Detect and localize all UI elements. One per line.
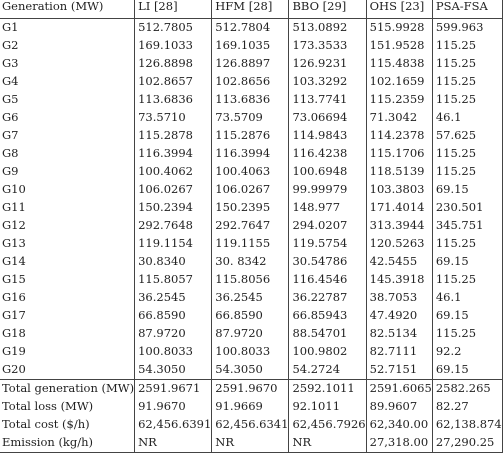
value-cell: 69.15 [432, 253, 502, 271]
table-row [0, 199, 502, 217]
row-label-cell: G4 [0, 73, 135, 91]
value-cell: 73.5710 [135, 109, 212, 127]
value-cell: 115.1706 [366, 145, 432, 163]
value-cell: 115.4838 [366, 55, 432, 73]
value-cell: 69.15 [432, 181, 502, 199]
table-row [0, 73, 502, 91]
value-cell: 169.1033 [135, 37, 212, 55]
value-cell: 115.25 [432, 235, 502, 253]
row-label-cell: G16 [0, 289, 135, 307]
value-cell: 82.27 [432, 398, 502, 416]
value-cell: 103.3803 [366, 181, 432, 199]
value-cell: 100.8033 [135, 343, 212, 361]
value-cell: 114.2378 [366, 127, 432, 145]
table-row [0, 343, 502, 361]
value-cell: 54.2724 [289, 361, 366, 380]
value-cell: 100.9802 [289, 343, 366, 361]
table-row [0, 361, 502, 380]
value-cell: 116.3994 [135, 145, 212, 163]
value-cell: 82.7111 [366, 343, 432, 361]
value-cell: 119.5754 [289, 235, 366, 253]
value-cell: 102.1659 [366, 73, 432, 91]
value-cell: 92.1011 [289, 398, 366, 416]
row-label-cell: Total loss (MW) [0, 398, 135, 416]
value-cell: NR [289, 434, 366, 453]
value-cell: 46.1 [432, 109, 502, 127]
value-cell: 113.6836 [135, 91, 212, 109]
value-cell: 42.5455 [366, 253, 432, 271]
value-cell: 100.4062 [135, 163, 212, 181]
header-cell: Generation (MW) [0, 0, 135, 19]
value-cell: 126.8898 [135, 55, 212, 73]
value-cell: 292.7647 [212, 217, 289, 235]
value-cell: 115.25 [432, 91, 502, 109]
value-cell: 106.0267 [135, 181, 212, 199]
value-cell: 148.977 [289, 199, 366, 217]
value-cell: 115.25 [432, 37, 502, 55]
value-cell: 106.0267 [212, 181, 289, 199]
value-cell: 150.2395 [212, 199, 289, 217]
value-cell: 515.9928 [366, 19, 432, 38]
row-label-cell: Total cost ($/h) [0, 416, 135, 434]
value-cell: 88.54701 [289, 325, 366, 343]
table-row [0, 37, 502, 55]
header-cell: HFM [28] [212, 0, 289, 19]
value-cell: 512.7804 [212, 19, 289, 38]
value-cell: 151.9528 [366, 37, 432, 55]
value-cell: 91.9670 [135, 398, 212, 416]
value-cell: 2591.6065 [366, 380, 432, 399]
value-cell: 62,456.6341 [212, 416, 289, 434]
value-cell: 113.7741 [289, 91, 366, 109]
value-cell: 599.963 [432, 19, 502, 38]
table-row [0, 217, 502, 235]
value-cell: 57.625 [432, 127, 502, 145]
table-row [0, 91, 502, 109]
value-cell: 38.7053 [366, 289, 432, 307]
row-label-cell: G12 [0, 217, 135, 235]
value-cell: NR [135, 434, 212, 453]
table-row [0, 55, 502, 73]
value-cell: 36.22787 [289, 289, 366, 307]
table-row [0, 235, 502, 253]
value-cell: 30.54786 [289, 253, 366, 271]
row-label-cell: G5 [0, 91, 135, 109]
value-cell: 294.0207 [289, 217, 366, 235]
value-cell: 82.5134 [366, 325, 432, 343]
value-cell: 54.3050 [135, 361, 212, 380]
value-cell: 116.3994 [212, 145, 289, 163]
row-label-cell: Total generation (MW) [0, 380, 135, 399]
row-label-cell: G2 [0, 37, 135, 55]
value-cell: 52.7151 [366, 361, 432, 380]
value-cell: 119.1154 [135, 235, 212, 253]
value-cell: 2592.1011 [289, 380, 366, 399]
row-label-cell: G3 [0, 55, 135, 73]
row-label-cell: G10 [0, 181, 135, 199]
value-cell: 36.2545 [212, 289, 289, 307]
value-cell: 345.751 [432, 217, 502, 235]
header-cell: BBO [29] [289, 0, 366, 19]
table-row [0, 19, 502, 38]
row-label-cell: G17 [0, 307, 135, 325]
value-cell: 513.0892 [289, 19, 366, 38]
value-cell: 103.3292 [289, 73, 366, 91]
value-cell: 115.2878 [135, 127, 212, 145]
value-cell: 120.5263 [366, 235, 432, 253]
header-row [0, 0, 502, 19]
value-cell: 46.1 [432, 289, 502, 307]
value-cell: 54.3050 [212, 361, 289, 380]
value-cell: 169.1035 [212, 37, 289, 55]
value-cell: 118.5139 [366, 163, 432, 181]
value-cell: 73.5709 [212, 109, 289, 127]
value-cell: 116.4546 [289, 271, 366, 289]
value-cell: 100.8033 [212, 343, 289, 361]
value-cell: 87.9720 [135, 325, 212, 343]
value-cell: 69.15 [432, 307, 502, 325]
value-cell: 115.8057 [135, 271, 212, 289]
value-cell: NR [212, 434, 289, 453]
table-row [0, 109, 502, 127]
summary-row [0, 398, 502, 416]
value-cell: 126.9231 [289, 55, 366, 73]
value-cell: 145.3918 [366, 271, 432, 289]
table-row [0, 145, 502, 163]
row-label-cell: G14 [0, 253, 135, 271]
row-label-cell: G1 [0, 19, 135, 38]
summary-row [0, 434, 502, 453]
value-cell: 313.3944 [366, 217, 432, 235]
value-cell: 27,290.25 [432, 434, 502, 453]
summary-row [0, 380, 502, 399]
value-cell: 119.1155 [212, 235, 289, 253]
value-cell: 115.2359 [366, 91, 432, 109]
row-label-cell: G13 [0, 235, 135, 253]
value-cell: 62,340.00 [366, 416, 432, 434]
value-cell: 66.85943 [289, 307, 366, 325]
row-label-cell: G8 [0, 145, 135, 163]
row-label-cell: G15 [0, 271, 135, 289]
value-cell: 27,318.00 [366, 434, 432, 453]
value-cell: 89.9607 [366, 398, 432, 416]
value-cell: 2591.9670 [212, 380, 289, 399]
value-cell: 116.4238 [289, 145, 366, 163]
row-label-cell: G20 [0, 361, 135, 380]
value-cell: 100.4063 [212, 163, 289, 181]
value-cell: 2591.9671 [135, 380, 212, 399]
value-cell: 36.2545 [135, 289, 212, 307]
value-cell: 47.4920 [366, 307, 432, 325]
value-cell: 102.8656 [212, 73, 289, 91]
table-row [0, 307, 502, 325]
value-cell: 71.3042 [366, 109, 432, 127]
row-label-cell: G11 [0, 199, 135, 217]
value-cell: 100.6948 [289, 163, 366, 181]
value-cell: 115.25 [432, 145, 502, 163]
row-label-cell: G18 [0, 325, 135, 343]
value-cell: 115.25 [432, 55, 502, 73]
header-cell: OHS [23] [366, 0, 432, 19]
value-cell: 115.25 [432, 163, 502, 181]
value-cell: 62,456.7926 [289, 416, 366, 434]
value-cell: 92.2 [432, 343, 502, 361]
value-cell: 62,138.874 [432, 416, 502, 434]
row-label-cell: Emission (kg/h) [0, 434, 135, 453]
value-cell: 173.3533 [289, 37, 366, 55]
value-cell: 99.99979 [289, 181, 366, 199]
table-row [0, 163, 502, 181]
value-cell: 30.8340 [135, 253, 212, 271]
value-cell: 62,456.6391 [135, 416, 212, 434]
row-label-cell: G19 [0, 343, 135, 361]
value-cell: 512.7805 [135, 19, 212, 38]
table-body [0, 19, 502, 453]
value-cell: 30. 8342 [212, 253, 289, 271]
header-cell: PSA-FSA [432, 0, 502, 19]
value-cell: 171.4014 [366, 199, 432, 217]
table-row [0, 253, 502, 271]
value-cell: 66.8590 [212, 307, 289, 325]
row-label-cell: G6 [0, 109, 135, 127]
value-cell: 115.2876 [212, 127, 289, 145]
table-row [0, 181, 502, 199]
value-cell: 115.8056 [212, 271, 289, 289]
row-label-cell: G9 [0, 163, 135, 181]
value-cell: 150.2394 [135, 199, 212, 217]
table-row [0, 325, 502, 343]
value-cell: 2582.265 [432, 380, 502, 399]
table-header [0, 0, 502, 19]
table-row [0, 127, 502, 145]
value-cell: 69.15 [432, 361, 502, 380]
value-cell: 292.7648 [135, 217, 212, 235]
row-label-cell: G7 [0, 127, 135, 145]
value-cell: 114.9843 [289, 127, 366, 145]
value-cell: 66.8590 [135, 307, 212, 325]
value-cell: 115.25 [432, 271, 502, 289]
table-row [0, 271, 502, 289]
value-cell: 73.06694 [289, 109, 366, 127]
value-cell: 230.501 [432, 199, 502, 217]
table-row [0, 289, 502, 307]
summary-row [0, 416, 502, 434]
value-cell: 91.9669 [212, 398, 289, 416]
value-cell: 87.9720 [212, 325, 289, 343]
value-cell: 126.8897 [212, 55, 289, 73]
value-cell: 115.25 [432, 325, 502, 343]
value-cell: 102.8657 [135, 73, 212, 91]
value-cell: 113.6836 [212, 91, 289, 109]
value-cell: 115.25 [432, 73, 502, 91]
header-cell: LI [28] [135, 0, 212, 19]
